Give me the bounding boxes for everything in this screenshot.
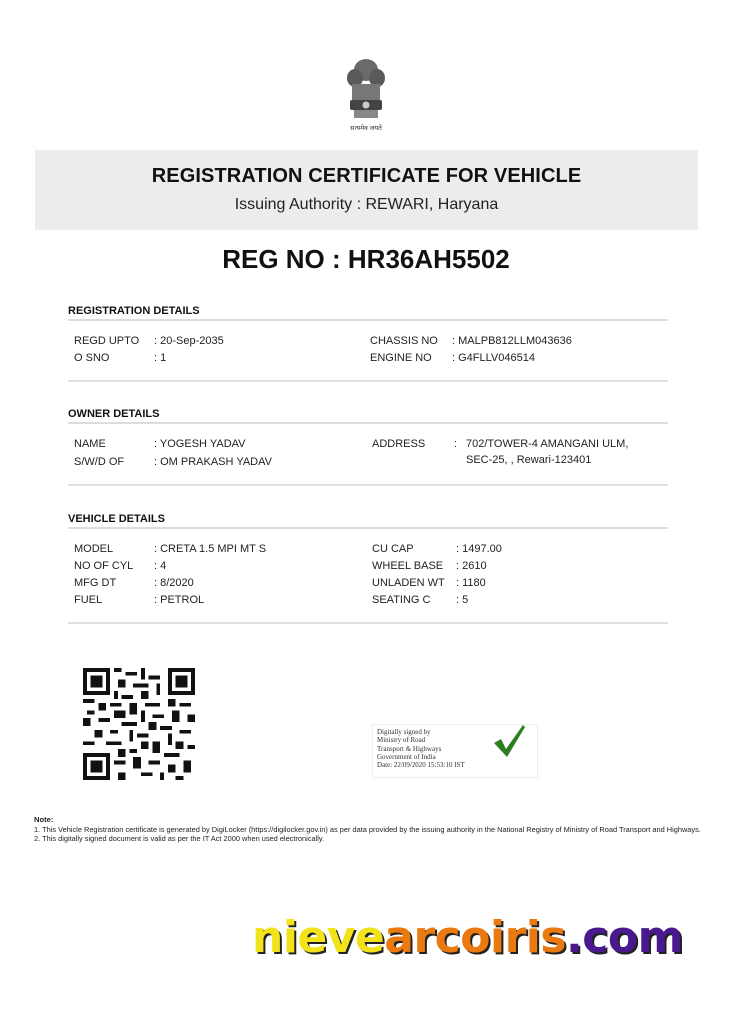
qr-code	[82, 668, 196, 780]
field-mfg-dt: MFG DT : 8/2020	[74, 577, 194, 589]
document-title: REGISTRATION CERTIFICATE FOR VEHICLE	[151, 165, 582, 187]
registration-number: REG NO : HR36AH5502	[222, 244, 510, 274]
divider	[68, 622, 668, 624]
field-cu-cap: CU CAP : 1497.00	[372, 543, 502, 555]
issuing-authority: Issuing Authority : REWARI, Haryana	[234, 196, 499, 213]
note-line-1: 1. This Vehicle Registration certificate is generated by DigiLocker (https://digilocker.gov.in) as per data provided by the issuing authority in the National Registry of Ministry of Road Transport and Highways.	[34, 824, 701, 834]
note-line-2: 2. This digitally signed document is valid as per the IT Act 2000 when used electronically.	[34, 834, 325, 843]
field-owner-name: NAME : YOGESH YADAV	[74, 438, 246, 450]
svg-text:सत्यमेव जयते: सत्यमेव जयते	[350, 125, 382, 132]
owner-details-section	[68, 408, 668, 424]
vehicle-details-section	[68, 513, 668, 529]
address-line-2: SEC-25, , Rewari-123401	[466, 454, 592, 466]
section-title: OWNER DETAILS	[68, 408, 668, 424]
field-wheel-base: WHEEL BASE : 2610	[372, 560, 487, 572]
note-title: Note:	[34, 815, 54, 824]
section-title: VEHICLE DETAILS	[68, 513, 668, 529]
checkmark-icon	[491, 723, 527, 759]
field-unladen-wt: UNLADEN WT : 1180	[372, 577, 486, 589]
field-chassis-no: CHASSIS NO : MALPB812LLM043636	[370, 335, 572, 347]
registration-details-section	[68, 305, 668, 321]
digital-signature-box: Digitally signed by Ministry of Road Transport & Highways Government of India Date: 22/09/2020 15:53:10 IST	[372, 724, 538, 778]
national-emblem-icon	[338, 56, 394, 136]
section-title: REGISTRATION DETAILS	[68, 305, 668, 321]
field-engine-no: ENGINE NO : G4FLLV046514	[370, 352, 535, 364]
field-regd-upto: REGD UPTO : 20-Sep-2035	[74, 335, 224, 347]
divider	[68, 380, 668, 382]
field-address: ADDRESS : 702/TOWER-4 AMANGANI ULM,	[372, 438, 629, 450]
field-model: MODEL : CRETA 1.5 MPI MT S	[74, 543, 267, 555]
field-no-of-cyl: NO OF CYL : 4	[74, 560, 167, 572]
field-o-sno: O SNO : 1	[74, 352, 167, 364]
footer-note	[34, 815, 714, 844]
watermark: nievearcoiris.com	[252, 912, 683, 963]
field-swd-of: S/W/D OF : OM PRAKASH YADAV	[74, 456, 272, 468]
field-seating-capacity: SEATING C : 5	[372, 594, 469, 606]
field-fuel: FUEL : PETROL	[74, 594, 205, 606]
divider	[68, 484, 668, 486]
header-band	[35, 150, 698, 230]
